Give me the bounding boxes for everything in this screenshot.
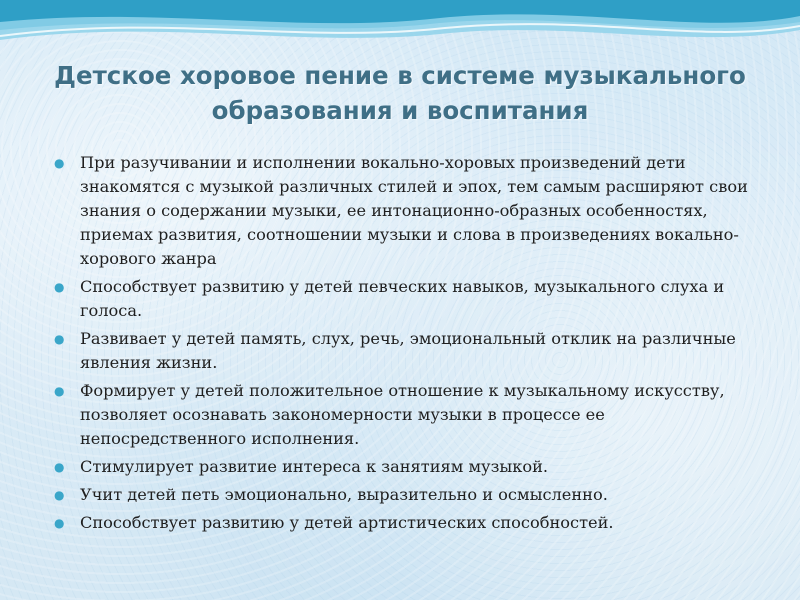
bullet-item [52,275,762,323]
bullet-item [52,151,762,271]
bullet-icon: ● [54,488,65,502]
bullet-item [52,379,762,451]
bullet-item [52,483,762,507]
bullet-icon: ● [54,280,65,294]
bullet-item [52,327,762,375]
bullet-icon: ● [54,460,65,474]
bullet-item [52,455,762,479]
bullet-text: Формирует у детей положительное отношение к музыкальному искусству, позволяет осознавать закономерности музыки в процессе ее непосредственного исполнения. [80,381,725,448]
bullet-text: Стимулирует развитие интереса к занятиям музыкой. [80,457,549,476]
bullet-icon: ● [54,516,65,530]
bullet-icon: ● [54,384,65,398]
bullet-text: При разучивании и исполнении вокально-хоровых произведений дети знакомятся с музыкой различных стилей и эпох, тем самым расширяют свои знания о содержании музыки, ее интонационно-образных особенностях, приемах развития, соотношении музыки и слова в произведениях вокально-хорового жанра [80,153,748,268]
slide-title [40,58,760,128]
bullet-text: Развивает у детей память, слух, речь, эмоциональный отклик на различные явления жизни. [80,329,736,372]
bullet-item [52,511,762,535]
slide-title-line-2: образования и воспитания [211,96,589,125]
slide-title-line-1: Детское хоровое пение в системе музыкального [54,61,746,90]
bullet-icon: ● [54,332,65,346]
bullet-text: Способствует развитию у детей артистических способностей. [80,513,614,532]
bullet-text: Учит детей петь эмоционально, выразительно и осмысленно. [80,485,608,504]
bullet-icon: ● [54,156,65,170]
bullet-text: Способствует развитию у детей певческих навыков, музыкального слуха и голоса. [80,277,725,320]
top-wave-decoration [0,0,800,64]
bullet-list [52,151,762,539]
